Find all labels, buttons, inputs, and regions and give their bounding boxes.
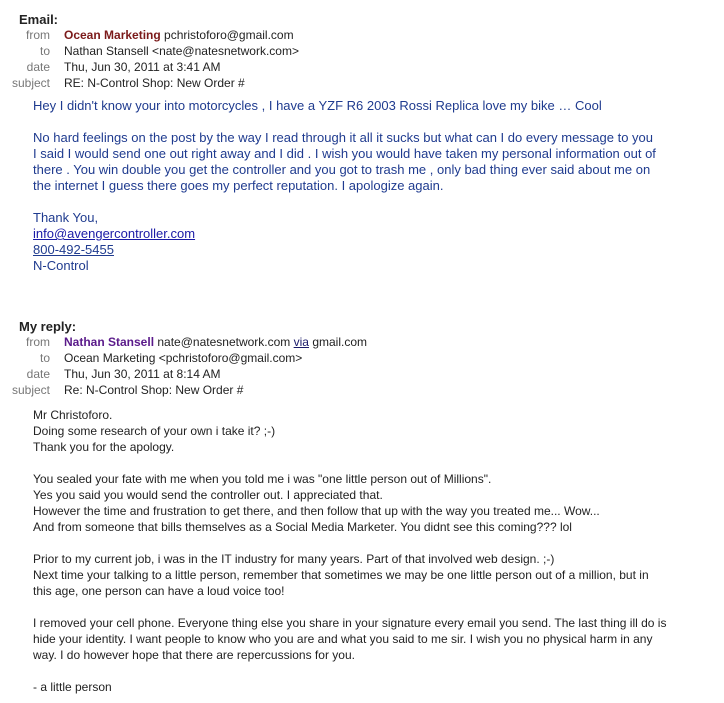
reply-body-line: And from someone that bills themselves as a Social Media Marketer. You didnt see this coming??? lol xyxy=(33,520,572,534)
reply-from-row xyxy=(0,334,367,350)
email-to-row xyxy=(0,43,299,59)
reply-to-row xyxy=(0,350,367,366)
reply-signoff: - a little person xyxy=(33,680,112,694)
email-body-line: No hard feelings on the post by the way I read through it all it sucks but what can I do every message to you xyxy=(33,130,654,145)
subject-label: subject xyxy=(11,383,50,397)
to-value: Nathan Stansell <nate@natesnetwork.com> xyxy=(64,44,299,58)
reply-section-title: My reply: xyxy=(19,319,77,334)
reply-body-line: hide your identity. I want people to know who you are and what you said to me sir. I wish you no physical harm in any xyxy=(33,632,653,646)
reply-body-line: Yes you said you would send the controller out. I appreciated that. xyxy=(33,488,383,502)
subject-value: RE: N-Control Shop: New Order # xyxy=(64,76,245,90)
signature-phone-link[interactable]: 800-492-5455 xyxy=(33,242,114,257)
reply-subject-row xyxy=(0,382,367,398)
signature-email-link[interactable]: info@avengercontroller.com xyxy=(33,226,196,241)
email-body-line: the internet I guess there goes my perfect reputation. I apologize again. xyxy=(33,178,444,193)
via-link[interactable]: via xyxy=(293,335,309,349)
email-section-title: Email: xyxy=(19,12,59,27)
from-label: from xyxy=(26,335,50,349)
reply-body-line: Mr Christoforo. xyxy=(33,408,113,422)
reply-body-line: You sealed your fate with me when you told me i was "one little person out of Millions". xyxy=(33,472,492,486)
subject-label: subject xyxy=(11,76,50,90)
to-value: Ocean Marketing <pchristoforo@gmail.com> xyxy=(64,351,303,365)
via-domain: gmail.com xyxy=(312,335,368,349)
email-from-row xyxy=(0,27,299,43)
reply-body-line: this age, one person can have a loud voice too! xyxy=(33,584,285,598)
date-label: date xyxy=(26,60,50,74)
reply-date-row xyxy=(0,366,367,382)
signature-company: N-Control xyxy=(33,258,89,273)
reply-body-line: way. I do however hope that there are repercussions for you. xyxy=(33,648,355,662)
email-body xyxy=(33,98,713,274)
date-label: date xyxy=(26,367,50,381)
reply-body-line: I removed your cell phone. Everyone thing else you share in your signature every email you send. The last thing ill do is xyxy=(33,616,667,630)
email-body-line: there . You win double you get the controller and you got to trash me , only bad thing ever said about me on xyxy=(33,162,651,177)
to-label: to xyxy=(39,351,50,365)
reply-body-line: Thank you for the apology. xyxy=(33,440,175,454)
sender-address: nate@natesnetwork.com xyxy=(157,335,291,349)
sender-address: pchristoforo@gmail.com xyxy=(164,28,294,42)
date-value: Thu, Jun 30, 2011 at 8:14 AM xyxy=(64,367,221,381)
sender-name[interactable]: Nathan Stansell xyxy=(64,335,155,349)
reply-body-line: Next time your talking to a little person, remember that sometimes we may be one little person out of a million, but in xyxy=(33,568,649,582)
signature-closing: Thank You, xyxy=(33,210,99,225)
sender-name[interactable]: Ocean Marketing xyxy=(64,28,161,42)
email-headers xyxy=(0,27,299,91)
email-body-line: I said I would send one out right away and I did . I wish you would have taken my personal information out of xyxy=(33,146,656,161)
email-body-paragraph: Hey I didn't know your into motorcycles , I have a YZF R6 2003 Rossi Replica love my bike … Cool xyxy=(33,98,602,113)
reply-body-line: However the time and frustration to get there, and then follow that up with the way you treated me... Wow... xyxy=(33,504,600,518)
from-label: from xyxy=(26,28,50,42)
reply-body-line: Doing some research of your own i take it? ;-) xyxy=(33,424,276,438)
email-subject-row xyxy=(0,75,299,91)
reply-headers xyxy=(0,334,367,398)
email-date-row xyxy=(0,59,299,75)
to-label: to xyxy=(39,44,50,58)
reply-body-line: Prior to my current job, i was in the IT industry for many years. Part of that involved web design. ;-) xyxy=(33,552,555,566)
date-value: Thu, Jun 30, 2011 at 3:41 AM xyxy=(64,60,221,74)
reply-body xyxy=(33,407,713,695)
subject-value: Re: N-Control Shop: New Order # xyxy=(64,383,244,397)
